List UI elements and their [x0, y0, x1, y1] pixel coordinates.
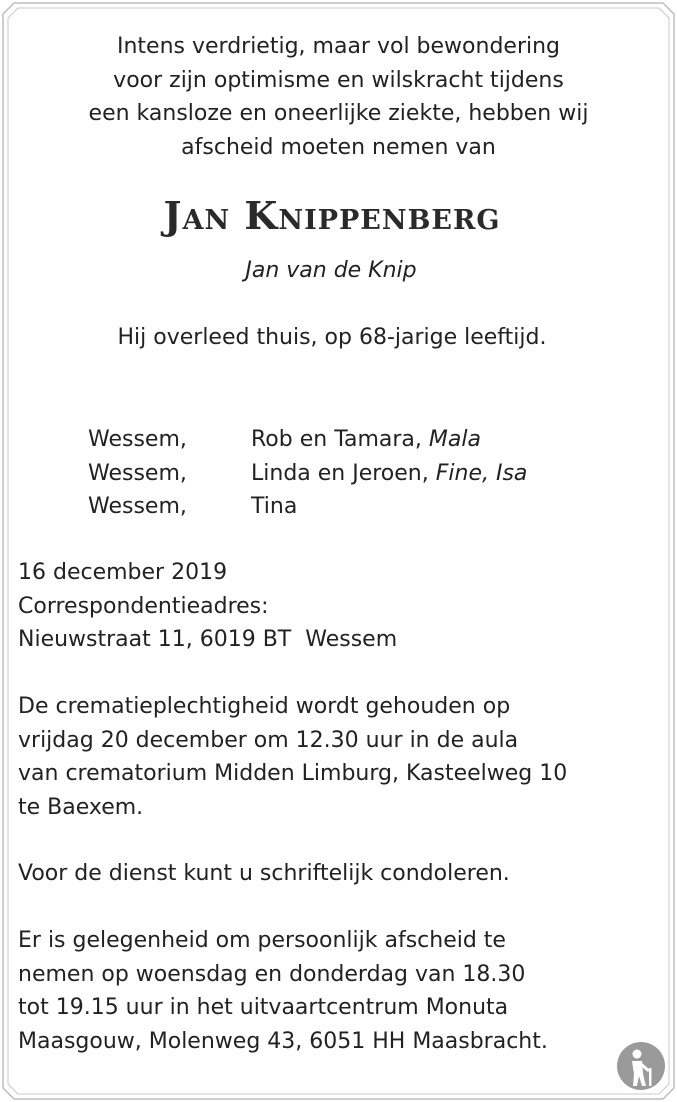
correspondence-label: Correspondentieadres: [18, 593, 269, 619]
passing-statement: Hij overleed thuis, op 68-jarige leeftijd. [117, 325, 547, 350]
farewell-line: tot 19.15 uur in het uitvaartcentrum Monuta [18, 995, 509, 1020]
cremation-line: van crematorium Midden Limburg, Kasteelweg 10 [18, 761, 568, 786]
family-children: Fine, Isa [435, 460, 528, 486]
farewell-line: Er is gelegenheid om persoonlijk afscheid te [18, 928, 506, 953]
family-names: Linda en Jeroen, Fine, Isa [251, 460, 528, 486]
cremation-line: De crematieplechtigheid wordt gehouden op [18, 694, 511, 719]
contact-details [18, 556, 658, 657]
family-children: Mala [428, 427, 481, 452]
family-place: Wessem, [88, 427, 187, 452]
farewell-paragraph [18, 924, 658, 1058]
condolence-line: Voor de dienst kunt u schriftelijk condoleren. [18, 861, 510, 886]
memorial-logo-icon [615, 1040, 667, 1092]
farewell-line: Maasgouw, Molenweg 43, 6051 HH Maasbracht. [18, 1028, 548, 1054]
family-row [88, 423, 527, 457]
family-row [88, 490, 527, 524]
family-place: Wessem, [88, 460, 187, 486]
family-list [88, 423, 527, 524]
correspondence-address: Nieuwstraat 11, 6019 BT Wessem [18, 627, 398, 652]
family-row [88, 457, 527, 491]
condolence-paragraph [18, 857, 658, 891]
family-names: Rob en Tamara, Mala [251, 427, 481, 452]
cremation-line: te Baexem. [18, 794, 144, 820]
family-place: Wessem, [88, 494, 187, 519]
intro-line: een kansloze en oneerlijke ziekte, hebben wij [88, 101, 589, 126]
intro-line: voor zijn optimisme en wilskracht tijdens [113, 67, 564, 93]
intro-line: Intens verdrietig, maar vol bewondering [116, 34, 561, 59]
notice-date: 16 december 2019 [18, 560, 228, 585]
family-names: Tina [251, 494, 298, 519]
cremation-line: vrijdag 20 december om 12.30 uur in de aula [18, 727, 519, 753]
cremation-paragraph [18, 690, 658, 824]
intro-line: afscheid moeten nemen van [181, 134, 496, 160]
deceased-name: Jan Knippenberg [163, 193, 501, 238]
intro-text [0, 30, 677, 164]
farewell-line: nemen op woensdag en donderdag van 18.30 [18, 961, 526, 987]
deceased-nickname: Jan van de Knip [245, 258, 417, 283]
